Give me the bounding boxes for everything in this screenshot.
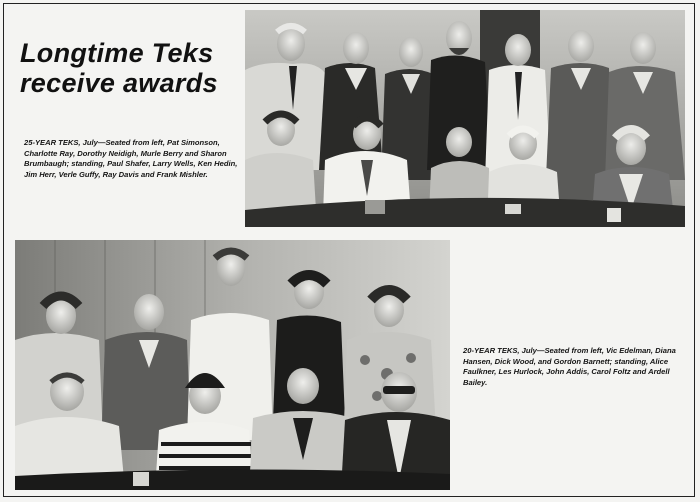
photo-20-year-teks xyxy=(15,240,450,490)
photo-25-year-illustration xyxy=(245,10,685,227)
photo-20-year-illustration xyxy=(15,240,450,490)
caption-25-year: 25-YEAR TEKS, July—Seated from left, Pat Simonson, Charlotte Ray, Dorothy Neidigh, Murle Berry and Sharon Brumbaugh; standing, Paul Shafer, Larry Wells, Ken Hedin, Jim Herr, Verle Guffy, Ray Davis and Frank Mishler. xyxy=(24,138,238,179)
photo-25-year-teks xyxy=(245,10,685,227)
article-headline: Longtime Teks receive awards xyxy=(20,38,218,98)
caption-20-year: 20-YEAR TEKS, July—Seated from left, Vic Edelman, Diana Hansen, Dick Wood, and Gordon Barnett; standing, Alice Faulkner, Les Hurlock, John Addis, Carol Foltz and Ardell Bailey. xyxy=(463,346,676,387)
